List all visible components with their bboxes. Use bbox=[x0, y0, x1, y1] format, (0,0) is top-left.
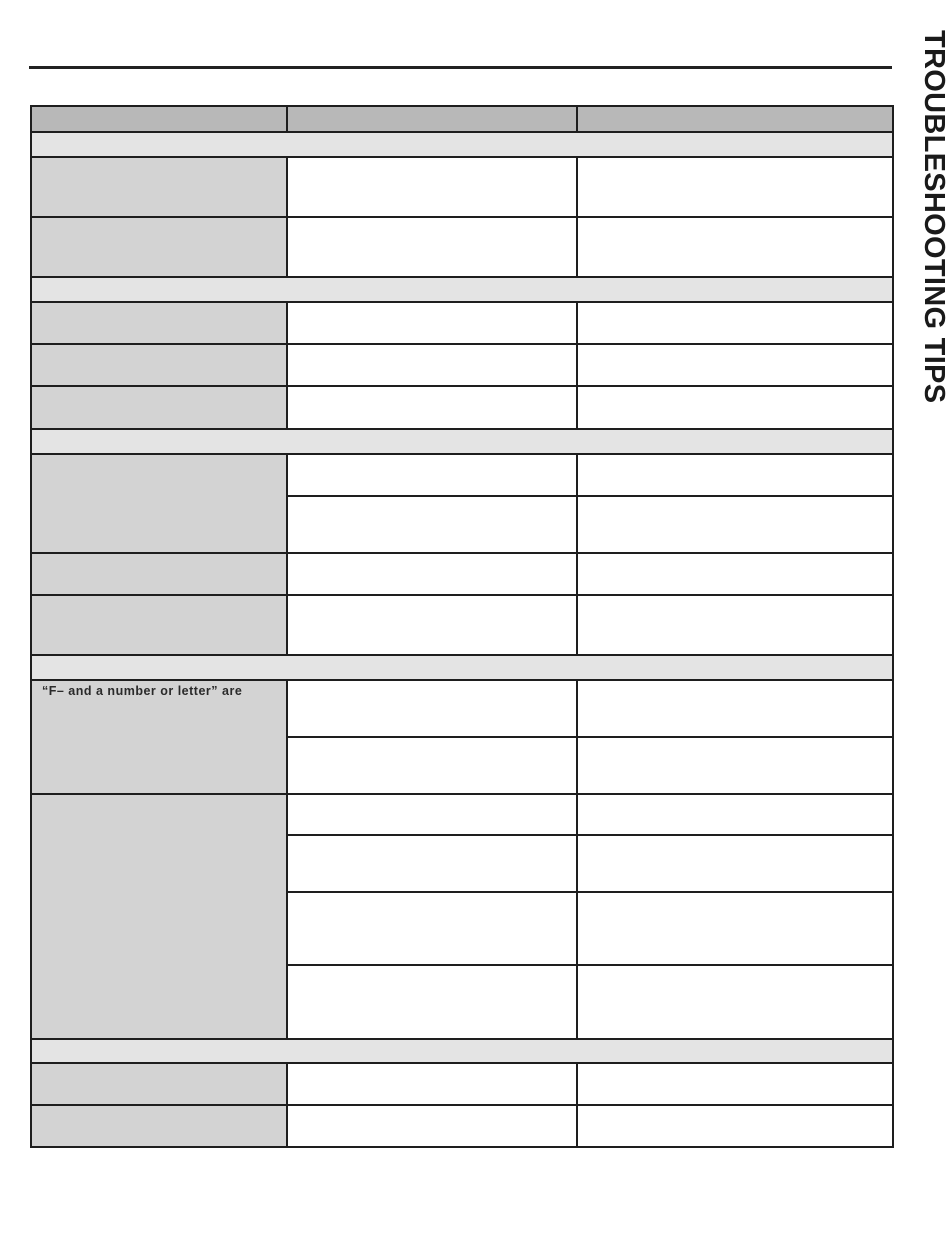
problem-cell bbox=[31, 157, 287, 217]
section-row bbox=[31, 277, 893, 302]
cause-cell bbox=[287, 892, 577, 965]
cause-cell bbox=[287, 737, 577, 794]
cause-cell bbox=[287, 965, 577, 1039]
remedy-cell bbox=[577, 965, 893, 1039]
top-rule bbox=[29, 66, 892, 69]
remedy-cell bbox=[577, 680, 893, 737]
cause-cell bbox=[287, 496, 577, 553]
table-header-row bbox=[31, 106, 893, 132]
cause-cell bbox=[287, 595, 577, 655]
header-possible-causes bbox=[287, 106, 577, 132]
remedy-cell bbox=[577, 835, 893, 892]
problem-cell bbox=[31, 1063, 287, 1105]
table-row bbox=[31, 553, 893, 595]
table-row bbox=[31, 454, 893, 496]
problem-cell bbox=[31, 217, 287, 277]
problem-cell bbox=[31, 344, 287, 386]
section-row bbox=[31, 429, 893, 454]
table-row bbox=[31, 680, 893, 737]
table-row bbox=[31, 386, 893, 429]
table-row bbox=[31, 595, 893, 655]
remedy-cell bbox=[577, 302, 893, 344]
remedy-cell bbox=[577, 386, 893, 429]
table-row bbox=[31, 302, 893, 344]
remedy-cell bbox=[577, 454, 893, 496]
table-row bbox=[31, 794, 893, 835]
problem-cell bbox=[31, 1105, 287, 1147]
table-row bbox=[31, 217, 893, 277]
cause-cell bbox=[287, 794, 577, 835]
table-row bbox=[31, 1063, 893, 1105]
remedy-cell bbox=[577, 217, 893, 277]
section-row bbox=[31, 1039, 893, 1063]
header-problem bbox=[31, 106, 287, 132]
cause-cell bbox=[287, 1105, 577, 1147]
remedy-cell bbox=[577, 1063, 893, 1105]
remedy-cell bbox=[577, 344, 893, 386]
remedy-cell bbox=[577, 794, 893, 835]
table-row bbox=[31, 344, 893, 386]
cause-cell bbox=[287, 680, 577, 737]
cause-cell bbox=[287, 553, 577, 595]
troubleshooting-table bbox=[30, 105, 894, 1148]
header-what-to-do bbox=[577, 106, 893, 132]
cause-cell bbox=[287, 835, 577, 892]
remedy-cell bbox=[577, 892, 893, 965]
cause-cell bbox=[287, 454, 577, 496]
section-row bbox=[31, 655, 893, 680]
cause-cell bbox=[287, 344, 577, 386]
problem-cell bbox=[31, 386, 287, 429]
problem-cell bbox=[31, 794, 287, 1039]
cause-cell bbox=[287, 1063, 577, 1105]
table-row bbox=[31, 1105, 893, 1147]
problem-cell bbox=[31, 680, 287, 794]
remedy-cell bbox=[577, 157, 893, 217]
cause-cell bbox=[287, 302, 577, 344]
problem-cell bbox=[31, 302, 287, 344]
remedy-cell bbox=[577, 1105, 893, 1147]
cause-cell bbox=[287, 217, 577, 277]
error-code-problem-text: “F– and a number or letter” are bbox=[42, 684, 243, 698]
problem-cell bbox=[31, 553, 287, 595]
remedy-cell bbox=[577, 737, 893, 794]
table-row bbox=[31, 157, 893, 217]
remedy-cell bbox=[577, 496, 893, 553]
side-title: TROUBLESHOOTING TIPS bbox=[918, 30, 950, 404]
remedy-cell bbox=[577, 553, 893, 595]
section-row bbox=[31, 132, 893, 157]
cause-cell bbox=[287, 386, 577, 429]
cause-cell bbox=[287, 157, 577, 217]
problem-cell bbox=[31, 595, 287, 655]
remedy-cell bbox=[577, 595, 893, 655]
problem-cell bbox=[31, 454, 287, 553]
